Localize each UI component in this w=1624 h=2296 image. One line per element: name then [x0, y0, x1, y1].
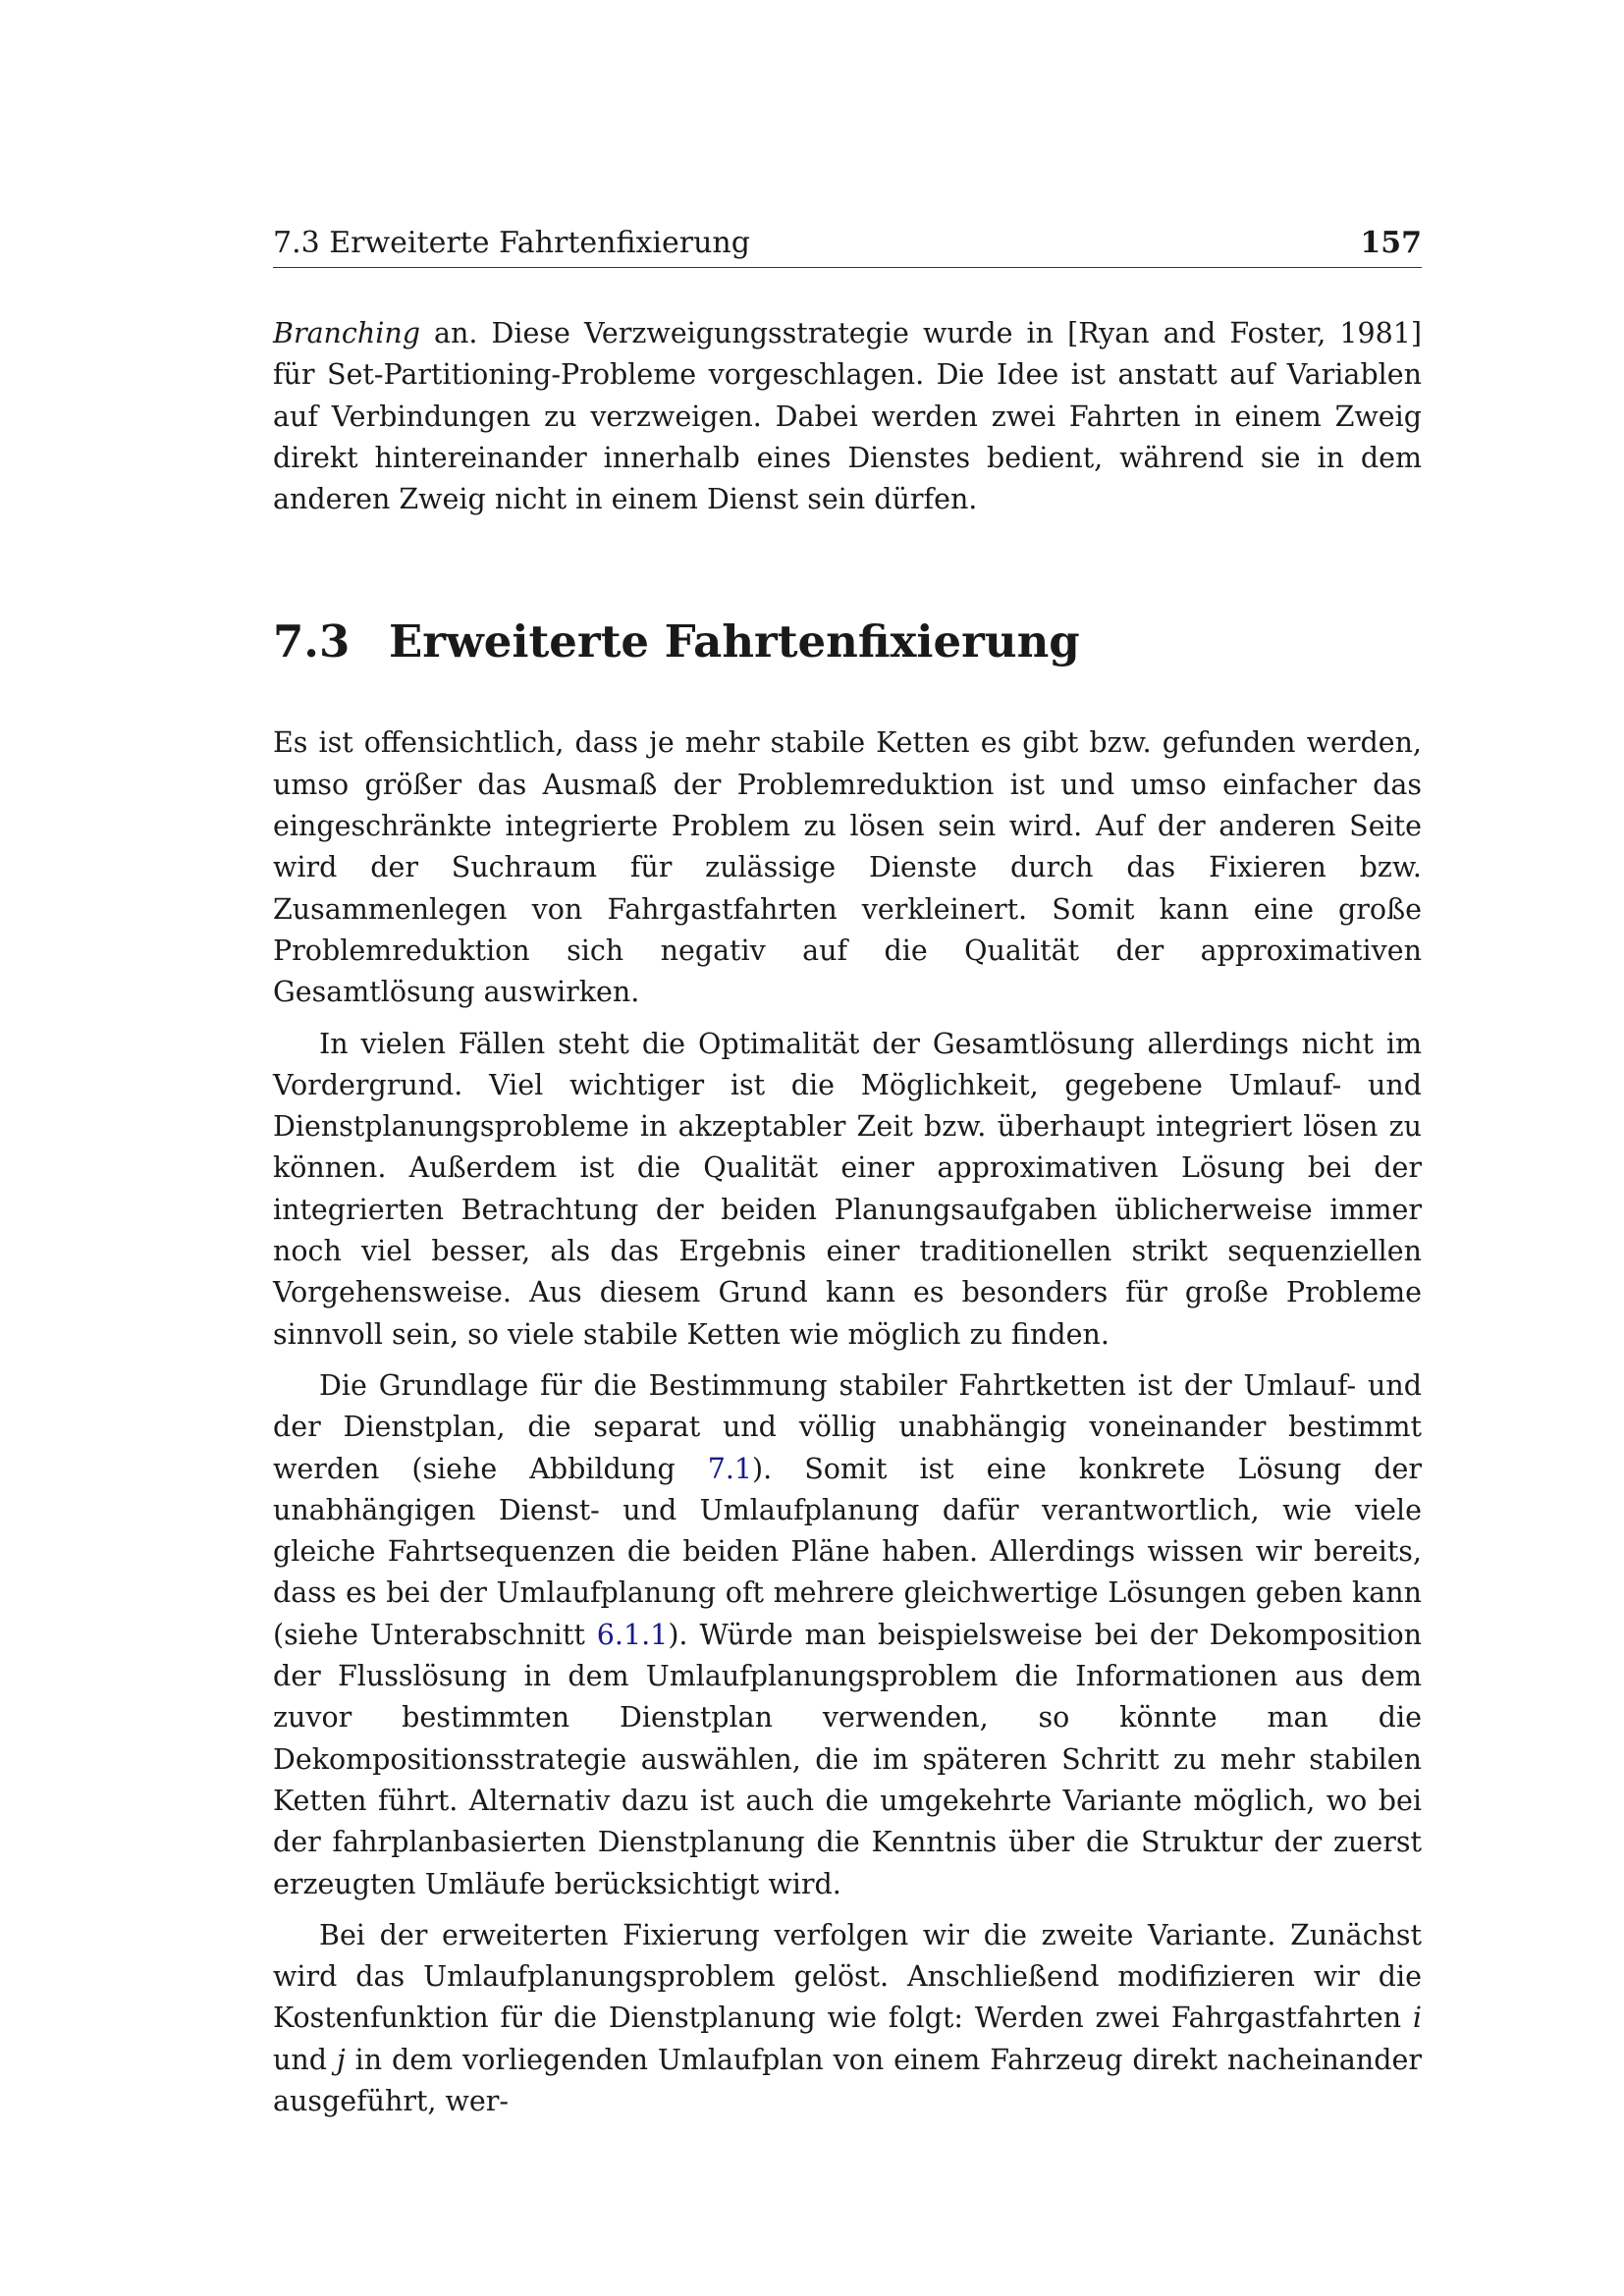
paragraph-text: in dem vorliegenden Umlaufplan von einem Fahrzeug direkt nacheinander ausgeführt, wer-	[273, 2043, 1422, 2117]
running-title: 7.3 Erweiterte Fahrtenfixierung	[273, 226, 750, 260]
running-header	[273, 224, 1422, 268]
paragraph-text: ). Würde man beispielsweise bei der Dekomposition der Flusslösung in dem Umlaufplanungsproblem die Informationen aus dem zuvor bestimmten Dienstplan verwenden, so könnte man die Dekompositionsstrategie auswählen, die im späteren Schritt zu mehr stabilen Ketten führt. Alternativ dazu ist auch die umgekehrte Variante möglich, wo bei der fahrplanbasierten Dienstplanung die Kenntnis über die Struktur der zuerst erzeugten Umläufe berücksichtigt wird.	[273, 1618, 1423, 1900]
paragraph-2: In vielen Fällen steht die Optimalität der Gesamtlösung allerdings nicht im Vordergrund. Viel wichtiger ist die Möglichkeit, gegebene Umlauf- und Dienstplanungsprobleme in akzeptabler Zeit bzw. überhaupt integriert lösen zu können. Außerdem ist die Qualität einer approximativen Lösung bei der integrierten Betrachtung der beiden Planungsaufgaben üblicherweise immer noch viel besser, als das Ergebnis einer traditionellen strikt sequenziellen Vorgehensweise. Aus diesem Grund kann es besonders für große Probleme sinnvoll sein, so viele stabile Ketten wie möglich zu finden.	[273, 1027, 1422, 1351]
paragraph-text: Die Grundlage für die Bestimmung stabiler Fahrtketten ist der Umlauf- und der Dienstplan, die separat und völlig unabhängig voneinander bestimmt werden (siehe Abbildung	[273, 1368, 1422, 1485]
math-variable-i: i	[1412, 2002, 1422, 2035]
page-number: 157	[1360, 226, 1422, 260]
page-body	[273, 224, 1422, 2122]
section-heading	[273, 614, 1422, 669]
italic-term: Branching	[273, 317, 420, 349]
paragraph-3	[273, 1365, 1422, 1905]
paragraph-continued	[273, 313, 1422, 520]
figure-reference-link[interactable]: 7.1	[707, 1452, 753, 1485]
paragraph-text: und	[273, 2043, 337, 2076]
math-variable-j: j	[336, 2043, 346, 2076]
paragraph-1: Es ist offensichtlich, dass je mehr stabile Ketten es gibt bzw. gefunden werden, umso größer das Ausmaß der Problemreduktion ist und umso einfacher das eingeschränkte integrierte Problem zu lösen sein wird. Auf der anderen Seite wird der Suchraum für zulässige Dienste durch das Fixieren bzw. Zusammenlegen von Fahrgastfahrten verkleinert. Somit kann eine große Problemreduktion sich negativ auf die Qualität der approximativen Gesamtlösung auswirken.	[273, 726, 1422, 1009]
paragraph-text: Bei der erweiterten Fixierung verfolgen wir die zweite Variante. Zunächst wird das Umlaufplanungsproblem gelöst. Anschließend modifizieren wir die Kostenfunktion für die Dienstplanung wie folgt: Werden zwei Fahrgastfahrten	[273, 1918, 1422, 2035]
paragraph-text: an. Diese Verzweigungsstrategie wurde in [Ryan and Foster, 1981] für Set-Partitioning-Probleme vorgeschlagen. Die Idee ist anstatt auf Variablen auf Verbindungen zu verzweigen. Dabei werden zwei Fahrten in einem Zweig direkt hintereinander innerhalb eines Dienstes bedient, während sie in dem anderen Zweig nicht in einem Dienst sein dürfen.	[273, 317, 1422, 516]
paragraph-4	[273, 1915, 1422, 2122]
paragraph-text: ). Somit ist eine konkrete Lösung der unabhängigen Dienst- und Umlaufplanung dafür verantwortlich, wie viele gleiche Fahrtsequenzen die beiden Pläne haben. Allerdings wissen wir bereits, dass es bei der Umlaufplanung oft mehrere gleichwertige Lösungen geben kann (siehe Unterabschnitt	[273, 1452, 1422, 1651]
subsection-reference-link[interactable]: 6.1.1	[596, 1618, 669, 1651]
section-number: 7.3	[273, 615, 351, 668]
section-title: Erweiterte Fahrtenfixierung	[389, 615, 1080, 668]
